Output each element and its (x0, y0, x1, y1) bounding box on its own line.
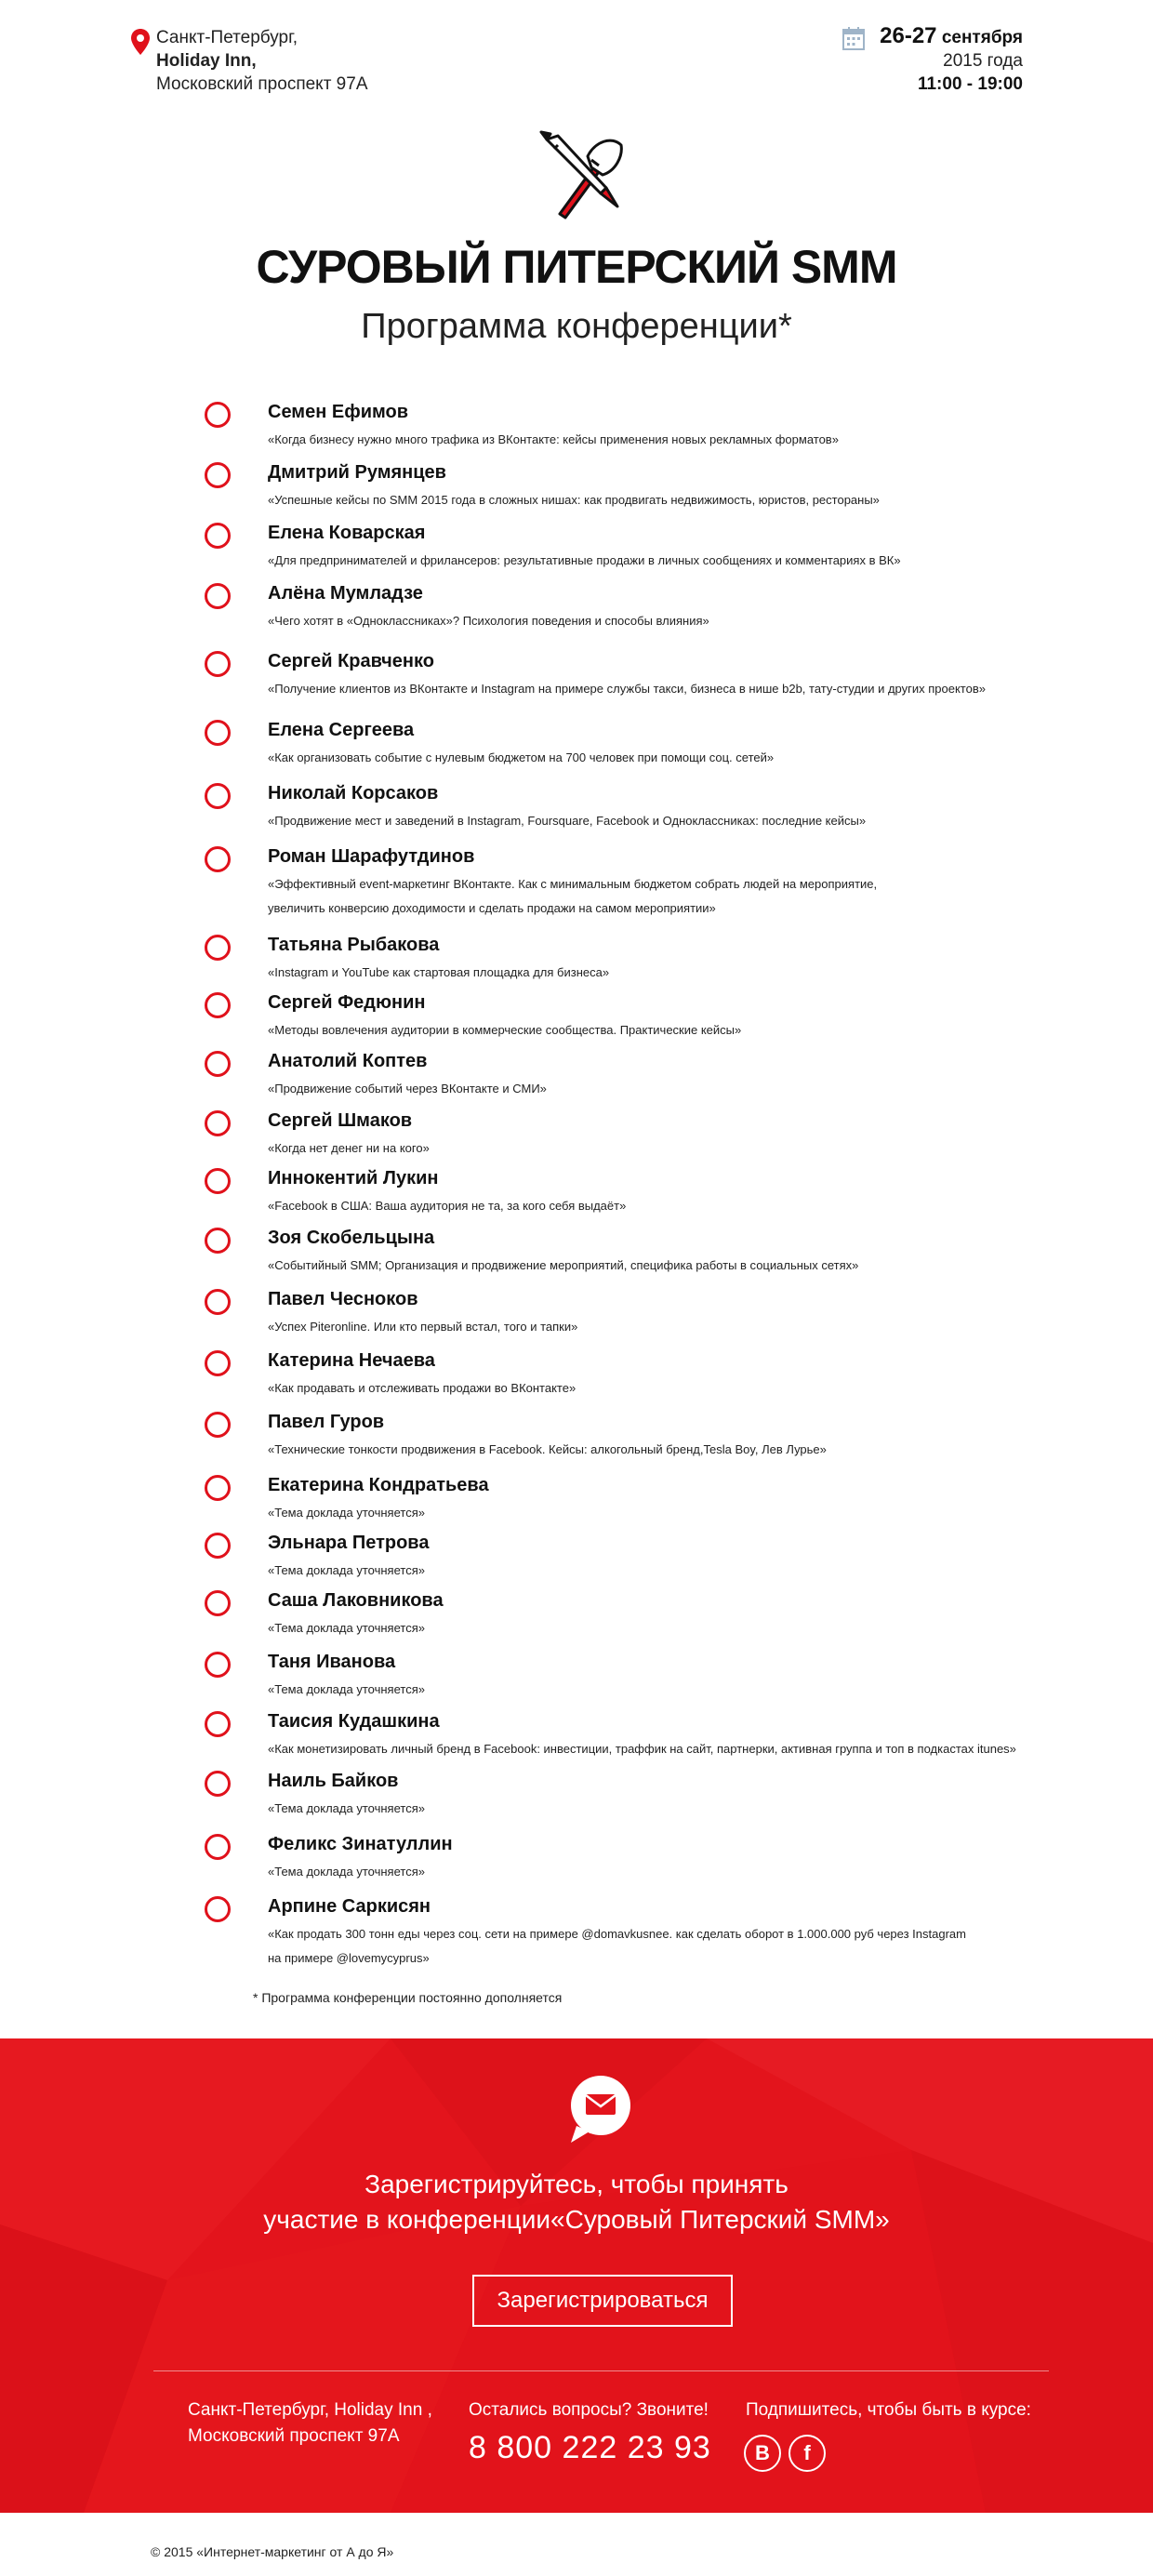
bullet-circle-icon (205, 1896, 231, 1922)
speaker-name: Феликс Зинатуллин (268, 1834, 453, 1854)
divider (153, 2370, 1049, 2371)
speaker-name: Алёна Мумладзе (268, 583, 423, 604)
speaker-name: Татьяна Рыбакова (268, 935, 440, 955)
time-value: 11:00 - 19:00 (917, 74, 1023, 94)
talk-topic: «Успешные кейсы по SMM 2015 года в сложных нишах: как продвигать недвижимость, юристов, рестораны» (268, 493, 880, 507)
speaker-name: Сергей Федюнин (268, 992, 426, 1013)
speaker-name: Сергей Шмаков (268, 1110, 413, 1131)
talk-topic: «Для предпринимателей и фрилансеров: результативные продажи в личных сообщениях и комментариях в ВК» (268, 553, 901, 567)
speaker-name: Семен Ефимов (268, 402, 409, 422)
talk-topic: «Как монетизировать личный бренд в Facebook: инвестиции, траффик на сайт, партнерки, активная группа и топ в подкастах itunes» (268, 1742, 1016, 1756)
page-title: СУРОВЫЙ ПИТЕРСКИЙ SMM (256, 241, 897, 293)
speaker-name: Наиль Байков (268, 1771, 399, 1791)
register-button[interactable]: Зарегистрироваться (472, 2275, 733, 2327)
map-pin-icon (130, 28, 151, 56)
speaker-name: Павел Гуров (268, 1412, 385, 1432)
date-block (880, 24, 1023, 96)
speaker-name: Сергей Кравченко (268, 651, 434, 671)
footer-subscribe-label: Подпишитесь, чтобы быть в курсе: (746, 2400, 1031, 2420)
bullet-circle-icon (205, 1110, 231, 1136)
bullet-circle-icon (205, 1412, 231, 1438)
bullet-circle-icon (205, 1533, 231, 1559)
talk-topic: «Продвижение мест и заведений в Instagram, Foursquare, Facebook и Одноклассниках: последние кейсы» (268, 814, 867, 828)
page-subtitle: Программа конференции* (361, 307, 792, 346)
speaker-name: Екатерина Кондратьева (268, 1475, 489, 1495)
facebook-icon[interactable]: f (789, 2435, 826, 2472)
talk-topic (268, 1922, 1067, 1971)
talk-topic: «Когда бизнесу нужно много трафика из ВКонтакте: кейсы применения новых рекламных форматов» (268, 432, 839, 446)
address-venue: Holiday Inn, (156, 51, 257, 71)
footer-address (188, 2397, 432, 2450)
registration-section (0, 2038, 1153, 2513)
cta-line: Зарегистрируйтесь, чтобы принять (364, 2170, 789, 2198)
talk-topic-line: «Эффективный event-маркетинг ВКонтакте. Как с минимальным бюджетом собрать людей на мероприятие, (268, 877, 878, 891)
registration-call-to-action (0, 2167, 1153, 2237)
talk-topic (268, 872, 1067, 921)
bullet-circle-icon (205, 1834, 231, 1860)
bullet-circle-icon (205, 1771, 231, 1797)
talk-topic: «Событийный SMM; Организация и продвижение мероприятий, специфика работы в социальных сетях» (268, 1258, 859, 1272)
talk-topic: «Facebook в США: Ваша аудитория не та, за кого себя выдаёт» (268, 1199, 627, 1213)
bullet-circle-icon (205, 1475, 231, 1501)
talk-topic: «Тема доклада уточняется» (268, 1865, 425, 1879)
month-value: сентября (941, 28, 1023, 47)
speaker-name: Арпине Саркисян (268, 1896, 431, 1917)
talk-topic-line: на примере @lovemycyprus» (268, 1951, 430, 1965)
talk-topic: «Успех Piteronline. Или кто первый встал, того и тапки» (268, 1320, 578, 1334)
program-footnote: * Программа конференции постоянно дополняется (253, 1990, 563, 2005)
talk-topic: «Тема доклада уточняется» (268, 1801, 425, 1815)
talk-topic: «Как организовать событие с нулевым бюджетом на 700 человек при помощи соц. сетей» (268, 750, 775, 764)
talk-topic: «Когда нет денег ни на кого» (268, 1141, 430, 1155)
bullet-circle-icon (205, 720, 231, 746)
bullet-circle-icon (205, 1228, 231, 1254)
talk-topic: «Чего хотят в «Одноклассниках»? Психология поведения и способы влияния» (268, 614, 709, 628)
bullet-circle-icon (205, 523, 231, 549)
dates-value: 26-27 (880, 23, 937, 48)
cta-line: участие в конференции«Суровый Питерский SMM» (263, 2205, 890, 2234)
bullet-circle-icon (205, 783, 231, 809)
footer-address-line: Московский проспект 97А (188, 2426, 400, 2446)
bullet-circle-icon (205, 1168, 231, 1194)
talk-topic-line: «Как продать 300 тонн еды через соц. сети на примере @domavkusnee. как сделать оборот в 1.000.000 руб через Instagram (268, 1927, 966, 1941)
footer-address-line: Санкт-Петербург, Holiday Inn , (188, 2400, 432, 2420)
speaker-name: Таисия Кудашкина (268, 1711, 440, 1732)
bullet-circle-icon (205, 1051, 231, 1077)
bullet-circle-icon (205, 992, 231, 1018)
speaker-name: Дмитрий Румянцев (268, 462, 446, 483)
speaker-name: Катерина Нечаева (268, 1350, 435, 1371)
talk-topic: «Как продавать и отслеживать продажи во ВКонтакте» (268, 1381, 576, 1395)
speaker-name: Таня Иванова (268, 1652, 396, 1672)
talk-topic: «Технические тонкости продвижения в Facebook. Кейсы: алкогольный бренд,Tesla Boy, Лев Лурье» (268, 1442, 827, 1456)
bullet-circle-icon (205, 846, 231, 872)
talk-topic: «Тема доклада уточняется» (268, 1563, 425, 1577)
bullet-circle-icon (205, 402, 231, 428)
speaker-name: Павел Чесноков (268, 1289, 418, 1309)
bullet-circle-icon (205, 1652, 231, 1678)
talk-topic: «Методы вовлечения аудитории в коммерческие сообщества. Практические кейсы» (268, 1023, 742, 1037)
bullet-circle-icon (205, 462, 231, 488)
talk-topic: «Тема доклада уточняется» (268, 1506, 425, 1520)
talk-topic: «Тема доклада уточняется» (268, 1621, 425, 1635)
speaker-name: Николай Корсаков (268, 783, 439, 803)
axe-pen-logo-icon (530, 128, 632, 221)
speaker-name: Эльнара Петрова (268, 1533, 430, 1553)
talk-topic: «Продвижение событий через ВКонтакте и СМИ» (268, 1082, 547, 1095)
event-dates (880, 24, 1023, 49)
bullet-circle-icon (205, 651, 231, 677)
speaker-name: Саша Лаковникова (268, 1590, 444, 1611)
bullet-circle-icon (205, 935, 231, 961)
year-value: 2015 года (943, 51, 1023, 71)
bullet-circle-icon (205, 1289, 231, 1315)
speaker-name: Елена Сергеева (268, 720, 415, 740)
copyright: © 2015 «Интернет-маркетинг от А до Я» (151, 2544, 394, 2559)
speaker-name: Роман Шарафутдинов (268, 846, 475, 867)
bullet-circle-icon (205, 1350, 231, 1376)
footer-questions: Остались вопросы? Звоните! (469, 2400, 709, 2420)
phone-link[interactable]: 8 800 222 23 93 (469, 2430, 711, 2465)
speaker-name: Елена Коварская (268, 523, 426, 543)
speaker-name: Анатолий Коптев (268, 1051, 428, 1071)
address-city: Санкт-Петербург, (156, 28, 298, 47)
address (156, 26, 368, 96)
vk-icon[interactable]: В (744, 2435, 781, 2472)
talk-topic: «Получение клиентов из ВКонтакте и Instagram на примере службы такси, бизнеса в нише b2b, тату-студии и других проектов» (268, 682, 986, 696)
calendar-icon (842, 26, 865, 50)
speaker-name: Иннокентий Лукин (268, 1168, 439, 1188)
location-block (130, 26, 368, 96)
bullet-circle-icon (205, 1711, 231, 1737)
bullet-circle-icon (205, 583, 231, 609)
mail-bubble-icon (567, 2074, 634, 2144)
talk-topic: «Instagram и YouTube как стартовая площадка для бизнеса» (268, 965, 610, 979)
address-street: Московский проспект 97А (156, 74, 368, 94)
talk-topic-line: увеличить конверсию доходимости и сделать продажи на самом мероприятии» (268, 901, 716, 915)
bullet-circle-icon (205, 1590, 231, 1616)
speaker-name: Зоя Скобельцына (268, 1228, 435, 1248)
talk-topic: «Тема доклада уточняется» (268, 1682, 425, 1696)
